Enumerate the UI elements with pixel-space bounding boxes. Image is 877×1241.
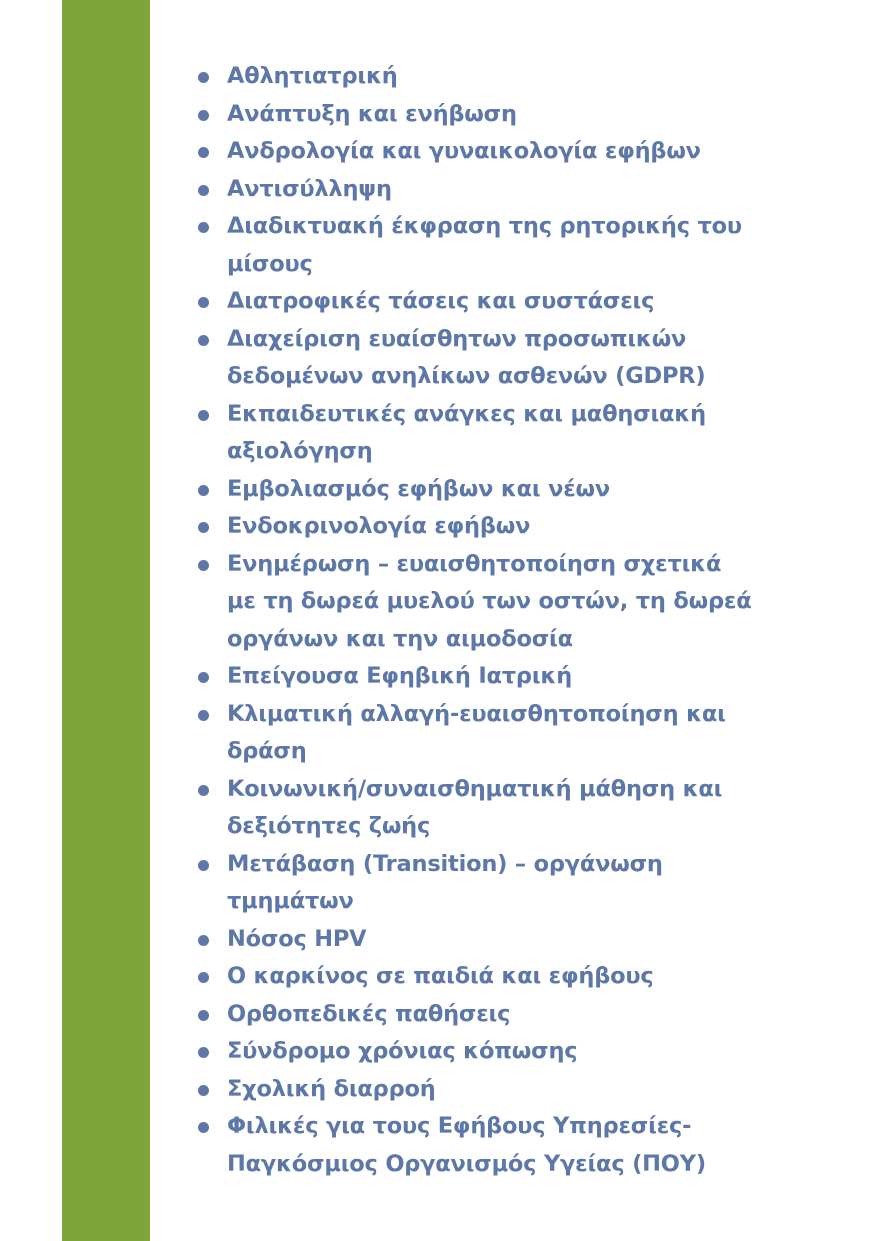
bullet-icon [198, 410, 209, 421]
list-item-text: Διαχείριση ευαίσθητων προσωπικών [227, 325, 687, 352]
bullet-icon [198, 485, 209, 496]
list-item-text: με τη δωρεά μυελού των οστών, τη δωρεά [227, 588, 752, 614]
list-item-text: Ο καρκίνος σε παιδιά και εφήβους [227, 963, 654, 989]
list-item-text: Νόσος HPV [227, 925, 367, 952]
list-item-text: Διαδικτυακή έκφραση της ρητορικής του [227, 213, 742, 239]
list-item [197, 58, 797, 96]
list-item-text: Κοινωνική/συναισθηματική μάθηση και [227, 775, 723, 802]
list-item-text: Ενημέρωση – ευαισθητοποίηση σχετικά [227, 550, 722, 577]
list-item [197, 1071, 797, 1109]
list-item [197, 508, 797, 546]
list-item-text: Αντισύλληψη [227, 175, 392, 202]
list-item [197, 133, 797, 171]
list-item-text: αξιολόγηση [227, 438, 373, 464]
bullet-icon [198, 672, 209, 683]
list-item-text: Εμβολιασμός εφήβων και νέων [227, 475, 610, 502]
bullet-icon [198, 860, 209, 871]
list-item-text: Διατροφικές τάσεις και συστάσεις [227, 288, 655, 314]
bullet-icon [198, 297, 209, 308]
list-item [197, 1033, 797, 1071]
list-item [197, 321, 797, 396]
bullet-icon [198, 522, 209, 533]
list-item-text: Εκπαιδευτικές ανάγκες και μαθησιακή [227, 400, 706, 427]
list-item-text: Σχολική διαρροή [227, 1075, 436, 1102]
list-item [197, 283, 797, 321]
list-item-text: Ορθοπεδικές παθήσεις [227, 1000, 511, 1027]
bullet-icon [198, 1122, 209, 1133]
bullet-icon [198, 335, 209, 346]
list-item-text: δράση [227, 738, 307, 764]
bullet-icon [198, 222, 209, 233]
list-item [197, 171, 797, 209]
list-item-text: Παγκόσμιος Οργανισμός Υγείας (ΠΟΥ) [227, 1150, 706, 1177]
bullet-icon [198, 147, 209, 158]
list-item [197, 658, 797, 696]
list-item [197, 396, 797, 471]
list-item [197, 996, 797, 1034]
topic-list [197, 58, 797, 1183]
list-item-text: Ανδρολογία και γυναικολογία εφήβων [227, 138, 701, 164]
list-item [197, 471, 797, 509]
list-item-text: δεξιότητες ζωής [227, 813, 431, 839]
list-item-text: Μετάβαση (Transition) – οργάνωση [227, 850, 663, 877]
list-item [197, 846, 797, 921]
list-item [197, 771, 797, 846]
bullet-icon [198, 560, 209, 571]
bullet-icon [198, 110, 209, 121]
list-item-text: Φιλικές για τους Εφήβους Υπηρεσίες- [227, 1113, 692, 1139]
bullet-icon [198, 710, 209, 721]
list-item [197, 921, 797, 959]
list-item-text: Κλιματική αλλαγή-ευαισθητοποίηση και [227, 700, 726, 727]
list-item-text: Αθλητιατρική [227, 63, 398, 89]
list-item [197, 1108, 797, 1183]
list-item [197, 546, 797, 659]
bullet-icon [198, 935, 209, 946]
bullet-icon [198, 1010, 209, 1021]
list-item-text: μίσους [227, 250, 313, 277]
list-item [197, 696, 797, 771]
list-item-text: τμημάτων [227, 888, 354, 914]
list-item-text: Ανάπτυξη και ενήβωση [227, 100, 517, 127]
list-item-text: Ενδοκρινολογία εφήβων [227, 513, 531, 539]
list-item-text: Σύνδρομο χρόνιας κόπωσης [227, 1038, 578, 1064]
bullet-icon [198, 972, 209, 983]
list-item [197, 208, 797, 283]
list-item-text: οργάνων και την αιμοδοσία [227, 625, 573, 652]
bullet-icon [198, 72, 209, 83]
bullet-icon [198, 185, 209, 196]
list-item-text: δεδομένων ανηλίκων ασθενών (GDPR) [227, 363, 706, 389]
bullet-icon [198, 1085, 209, 1096]
list-item [197, 958, 797, 996]
list-item [197, 96, 797, 134]
bullet-icon [198, 1047, 209, 1058]
bullet-icon [198, 785, 209, 796]
list-item-text: Επείγουσα Εφηβική Ιατρική [227, 663, 573, 689]
side-color-bar [62, 0, 150, 1241]
